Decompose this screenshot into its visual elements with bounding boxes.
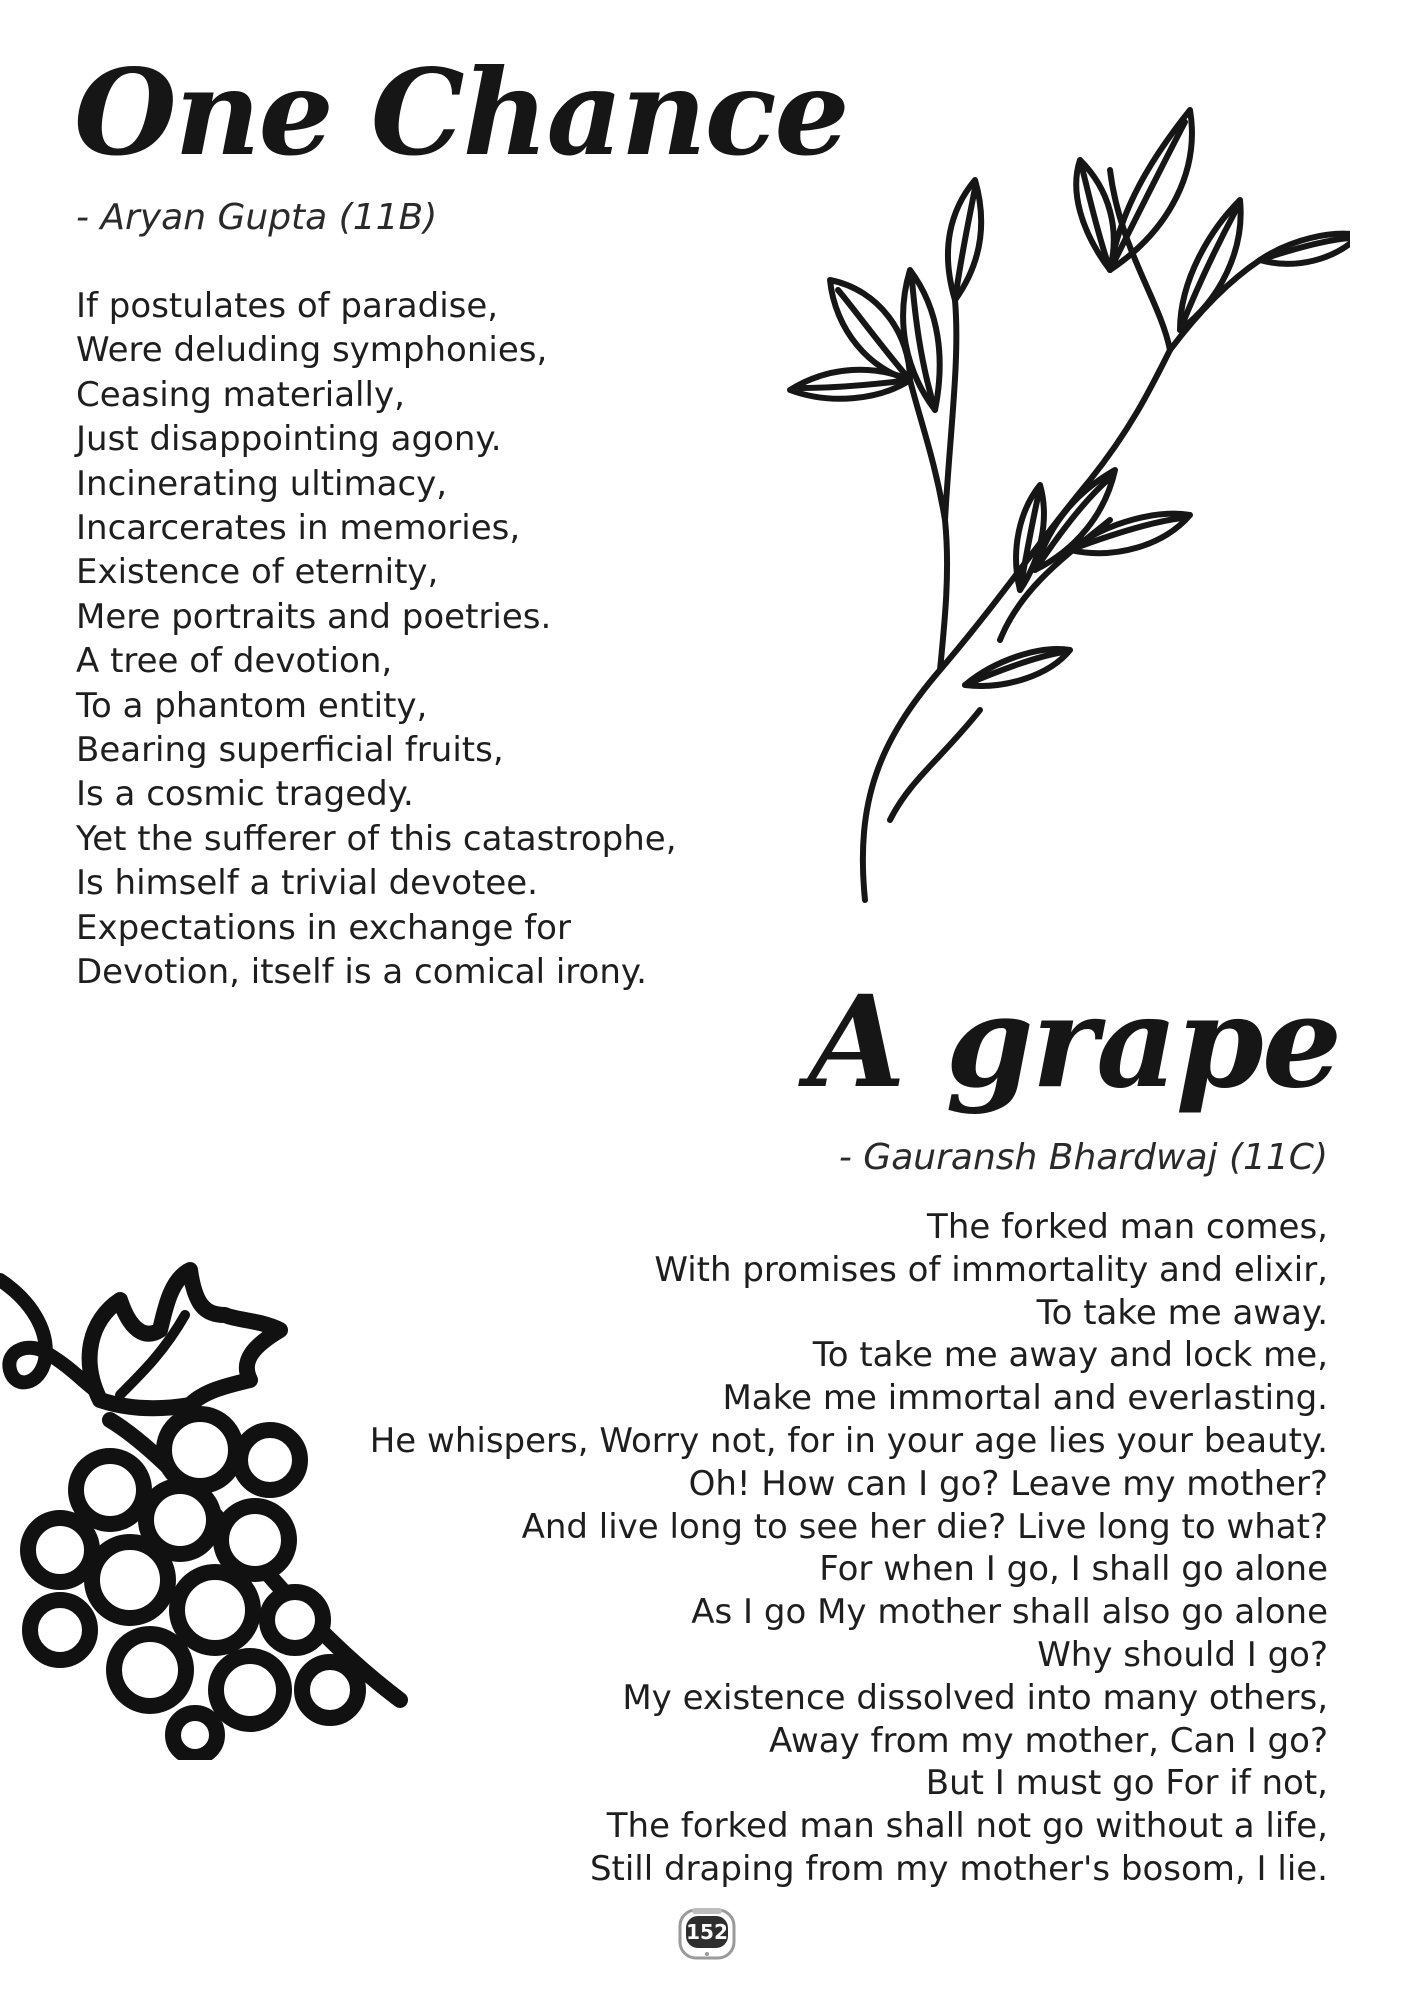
leaf-branch-illustration xyxy=(770,100,1350,920)
poem-author-aryan-gupta: - Aryan Gupta (11B) xyxy=(76,197,438,238)
stem-branch xyxy=(890,710,980,820)
poem-line: Mere portraits and poetries. xyxy=(76,596,552,637)
poem-line: Incinerating ultimacy, xyxy=(76,463,448,504)
stem-branch xyxy=(945,300,956,520)
poem-body-one-chance xyxy=(76,284,677,995)
poem-line: My existence dissolved into many others, xyxy=(622,1677,1328,1718)
poem-line: The forked man comes, xyxy=(927,1207,1328,1247)
poem-line: Expectations in exchange for xyxy=(76,907,571,948)
poem-line: He whispers, Worry not, for in your age lies your beauty. xyxy=(369,1420,1328,1461)
poem-line: For when I go, I shall go alone xyxy=(819,1549,1328,1590)
poem-line: Incarcerates in memories, xyxy=(76,508,521,549)
poem-line: But I must go For if not, xyxy=(925,1763,1328,1804)
poem-line: If postulates of paradise, xyxy=(76,286,499,326)
poem-title-a-grape: A grape xyxy=(807,968,1340,1116)
poem-author-gauransh-bhardwaj: - Gauransh Bhardwaj (11C) xyxy=(838,1137,1328,1178)
stem-branch xyxy=(940,520,947,670)
poem-line: As I go My mother shall also go alone xyxy=(691,1592,1328,1633)
poem-line: Just disappointing agony. xyxy=(76,419,502,460)
stem xyxy=(863,350,1170,900)
poem-line: Still draping from my mother's bosom, I lie. xyxy=(589,1848,1328,1889)
page-number-badge xyxy=(676,1906,738,1962)
poem-line: To take me away. xyxy=(1036,1292,1328,1333)
poem-line: The forked man shall not go without a life, xyxy=(606,1806,1328,1847)
grape xyxy=(173,1713,217,1757)
poem-line: Bearing superficial fruits, xyxy=(76,730,504,771)
poem-line: With promises of immortality and elixir, xyxy=(654,1249,1328,1290)
grape xyxy=(28,1518,92,1582)
poem-line: To take me away and lock me, xyxy=(812,1335,1328,1376)
poem-line: And live long to see her die? Live long to what? xyxy=(521,1506,1328,1547)
grape xyxy=(76,1456,144,1524)
poem-line: Devotion, itself is a comical irony. xyxy=(76,952,647,993)
grape xyxy=(92,1542,168,1618)
poem-line: Is a cosmic tragedy. xyxy=(76,774,414,815)
poem-line: Oh! How can I go? Leave my mother? xyxy=(688,1463,1328,1504)
poem-body-a-grape xyxy=(370,1206,1328,1891)
grape xyxy=(164,1414,236,1486)
poem-line: To a phantom entity, xyxy=(76,685,428,726)
grape xyxy=(240,1430,300,1490)
grape xyxy=(267,1592,323,1648)
poem-line: Make me immortal and everlasting. xyxy=(722,1378,1328,1419)
grape xyxy=(216,1656,284,1724)
poem-title-one-chance: One Chance xyxy=(74,43,848,182)
grape xyxy=(221,1506,289,1574)
grape xyxy=(177,1572,253,1648)
page-number: 152 xyxy=(686,1920,728,1944)
poem-line: Ceasing materially, xyxy=(76,374,405,415)
poem-line: Were deluding symphonies, xyxy=(76,330,548,371)
grape xyxy=(114,1634,186,1706)
poem-line: Is himself a trivial devotee. xyxy=(76,863,538,904)
poem-line: Why should I go? xyxy=(1037,1634,1328,1675)
grape xyxy=(30,1600,90,1660)
grape-leaf xyxy=(90,1270,280,1408)
poem-line: Away from my mother, Can I go? xyxy=(769,1720,1328,1761)
poem-line: A tree of devotion, xyxy=(76,641,393,682)
poem-line: Existence of eternity, xyxy=(76,552,439,593)
poem-line: Yet the sufferer of this catastrophe, xyxy=(76,818,677,859)
grape xyxy=(302,1662,358,1718)
